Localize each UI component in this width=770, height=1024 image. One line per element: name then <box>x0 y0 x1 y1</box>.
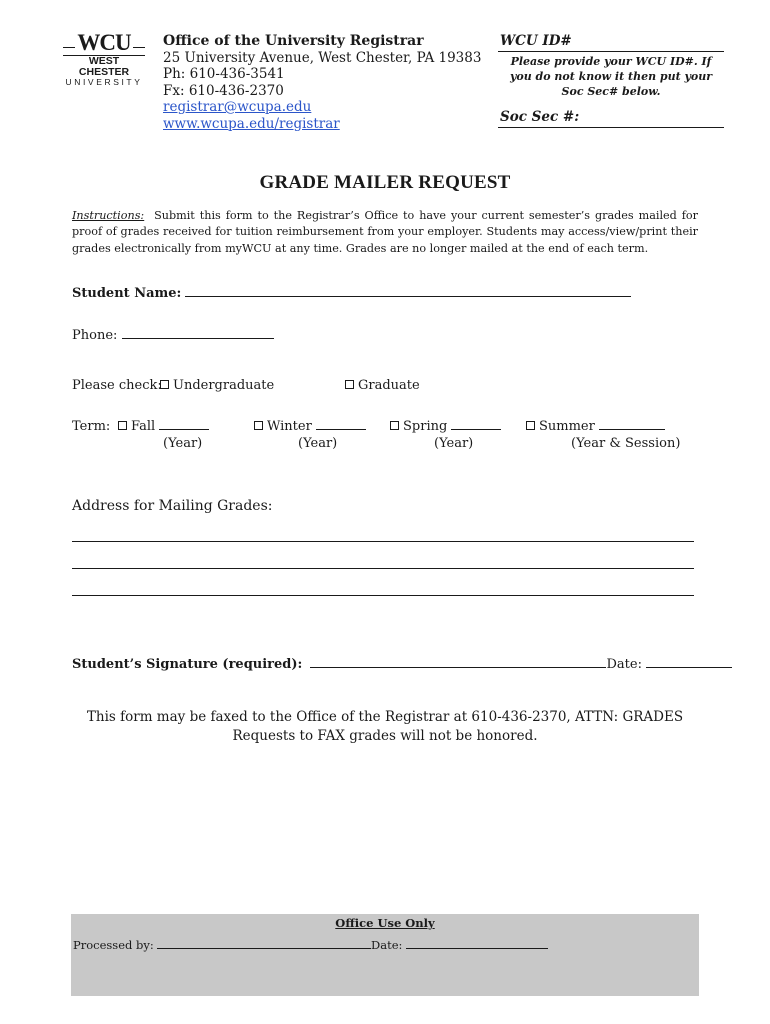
signature-label: Student’s Signature (required): <box>72 657 303 672</box>
office-fax: Fx: 610-436-2370 <box>163 82 284 99</box>
graduate-checkbox[interactable] <box>345 380 354 389</box>
signature-field[interactable] <box>310 657 606 668</box>
term-label: Term: <box>72 419 111 434</box>
instructions <box>72 208 698 257</box>
fall-checkbox[interactable] <box>118 421 127 430</box>
undergraduate-label: Undergraduate <box>173 378 275 393</box>
term-spring-option[interactable] <box>390 419 501 434</box>
date-field[interactable] <box>646 657 732 668</box>
fax-note-line2: Requests to FAX grades will not be honored. <box>232 728 538 744</box>
fall-year-field[interactable] <box>159 419 209 430</box>
term-winter-option[interactable] <box>254 419 366 434</box>
winter-label: Winter <box>267 419 312 434</box>
student-name-row <box>72 286 631 301</box>
signature-row <box>72 657 732 672</box>
wcu-id-field[interactable] <box>498 51 724 52</box>
address-label: Address for Mailing Grades: <box>72 498 273 514</box>
id-box <box>498 33 724 128</box>
address-line-1[interactable] <box>72 541 694 542</box>
fall-label: Fall <box>131 419 156 434</box>
office-address: 25 University Avenue, West Chester, PA 19383 <box>163 49 482 66</box>
fax-note <box>0 708 770 746</box>
processed-by-field[interactable] <box>157 939 371 949</box>
graduate-option[interactable] <box>345 378 420 393</box>
spring-year-sublabel: (Year) <box>434 436 474 451</box>
phone-field[interactable] <box>122 328 274 339</box>
term-summer-option[interactable] <box>526 419 665 434</box>
please-check-label: Please check: <box>72 378 162 393</box>
spring-label: Spring <box>403 419 448 434</box>
instructions-label: Instructions: <box>72 209 145 222</box>
office-date-label: Date: <box>371 938 403 952</box>
office-title: Office of the University Registrar <box>163 33 424 49</box>
office-email-link[interactable]: registrar@wcupa.edu <box>163 99 312 115</box>
term-fall-option[interactable] <box>118 419 209 434</box>
address-line-2[interactable] <box>72 568 694 569</box>
summer-year-sublabel: (Year & Session) <box>571 436 681 451</box>
form-title: GRADE MAILER REQUEST <box>259 172 511 193</box>
processed-by-row <box>73 938 371 952</box>
winter-checkbox[interactable] <box>254 421 263 430</box>
office-use-box <box>71 914 699 996</box>
undergraduate-checkbox[interactable] <box>160 380 169 389</box>
summer-year-field[interactable] <box>599 419 665 430</box>
office-use-title: Office Use Only <box>335 916 435 930</box>
phone-label: Phone: <box>72 328 118 343</box>
address-line-3[interactable] <box>72 595 694 596</box>
spring-checkbox[interactable] <box>390 421 399 430</box>
office-website-link[interactable]: www.wcupa.edu/registrar <box>163 115 340 132</box>
office-date-field[interactable] <box>406 939 548 949</box>
winter-year-sublabel: (Year) <box>298 436 338 451</box>
wcu-logo <box>63 32 145 87</box>
logo-line2: UNIVERSITY <box>65 77 143 87</box>
instructions-text: Submit this form to the Registrar’s Office to have your current semester’s grades mailed for proof of grades received for tuition reimbursement from your employer. Students may access/view/print their grades electronically from myWCU at any time. Grades are no longer mailed at the end of each term. <box>72 209 698 255</box>
ssn-field[interactable] <box>498 127 724 128</box>
ssn-label: Soc Sec #: <box>500 109 580 125</box>
summer-label: Summer <box>539 419 595 434</box>
student-name-field[interactable] <box>185 286 631 297</box>
spring-year-field[interactable] <box>451 419 501 430</box>
office-phone: Ph: 610-436-3541 <box>163 66 285 82</box>
fall-year-sublabel: (Year) <box>163 436 203 451</box>
winter-year-field[interactable] <box>316 419 366 430</box>
wcu-id-label: WCU ID# <box>500 33 572 49</box>
office-info <box>163 33 481 132</box>
undergraduate-option[interactable] <box>160 378 274 393</box>
wcu-id-note: Please provide your WCU ID#. If you do not know it then put your Soc Sec# below. <box>509 55 713 98</box>
student-name-label: Student Name: <box>72 286 182 301</box>
date-label: Date: <box>606 657 642 672</box>
logo-line1: WEST CHESTER <box>63 55 145 78</box>
phone-row <box>72 328 274 343</box>
logo-wcu-text: WCU <box>63 32 145 54</box>
office-date-row <box>371 938 548 952</box>
fax-note-line1: This form may be faxed to the Office of the Registrar at 610-436-2370, ATTN: GRADES <box>86 709 684 725</box>
summer-checkbox[interactable] <box>526 421 535 430</box>
processed-by-label: Processed by: <box>73 938 154 952</box>
graduate-label: Graduate <box>358 378 420 393</box>
